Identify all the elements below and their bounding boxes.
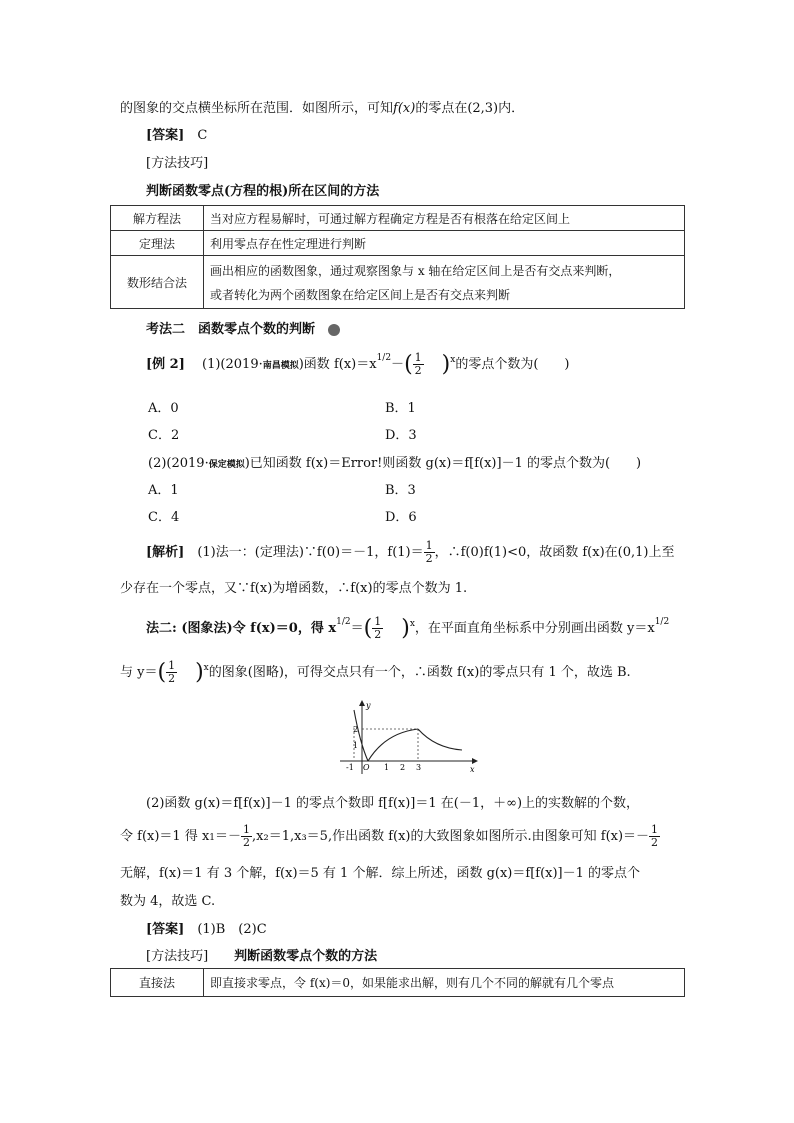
solution-line-4: 与 y＝( $\frac{1}{2}$ )$^x$的图象(图略)，可得交点只有一个，∴函数 f(x)的零点只有 1 个，故选 B. xyxy=(120,659,631,685)
tips-2: [方法技巧] 判断函数零点个数的方法 xyxy=(146,949,378,964)
table-row xyxy=(111,969,685,997)
x-tick-minus1: -1 xyxy=(346,763,354,772)
table-cell-desc: 画出相应的函数图象，通过观察图象与 x 轴在给定区间上是否有交点来判断， 或者转化为两个函数图象在给定区间上是否有交点来判断 xyxy=(204,256,685,309)
table-cell-method: 定理法 xyxy=(111,231,204,256)
x-axis-arrow-icon xyxy=(472,758,478,764)
tips-label-1: [方法技巧] xyxy=(146,156,209,171)
solution-line-6: 令 f(x)＝1 得 x1＝－ $\frac{1}{2}$ ,x₂＝1,x₃＝5,作出函数 f(x)的大致图象如图所示.由图象可知 f(x)＝－ $\frac{1}{2}$ xyxy=(120,823,659,849)
x-tick-2: 2 xyxy=(400,763,406,772)
x-tick-1: 1 xyxy=(384,763,390,772)
y-label: y xyxy=(366,701,371,710)
table-cell-method: 数形结合法 xyxy=(111,256,204,309)
table-cell-method: 直接法 xyxy=(111,969,204,997)
option-d1: D．3 xyxy=(385,428,417,443)
table-cell-desc: 当对应方程易解时，可通过解方程确定方程是否有根落在给定区间上 xyxy=(204,206,685,231)
table-cell-desc: 利用零点存在性定理进行判断 xyxy=(204,231,685,256)
method-table-1 xyxy=(110,205,685,309)
y-axis-arrow-icon xyxy=(359,700,365,706)
section-heading: 考法二 函数零点个数的判断 xyxy=(146,318,340,337)
table-row xyxy=(111,256,685,309)
table-cell-desc: 即直接求零点，令 f(x)＝0，如果能求出解，则有几个不同的解就有几个零点 xyxy=(204,969,685,997)
solution-line-5: (2)函数 g(x)＝f[f(x)]－1 的零点个数即 f[f(x)]＝1 在(－1，＋∞)上的实数解的个数， xyxy=(146,796,640,811)
solution-line-1: [解析] (1)法一：(定理法)∵f(0)＝－1，f(1)＝ $\frac{1}{2}$ ，∴f(0)f(1)<0，故函数 f(x)在(0,1)上至 xyxy=(146,539,675,565)
text-line-1: 的图象的交点横坐标所在范围．如图所示，可知f(x)的零点在(2,3)内． xyxy=(120,101,525,116)
solution-line-3: 法二: (图象法)令 f(x)＝0，得 $x^{1/2}=$( $\frac{1}{2}$ )$^x$，在平面直角坐标系中分别画出函数 $y=x^{1/2}$ xyxy=(146,615,670,641)
method-table-2 xyxy=(110,968,685,997)
table-row xyxy=(111,206,685,231)
curve-left xyxy=(354,710,368,761)
answer-1: [答案] C xyxy=(146,128,208,143)
curve-middle xyxy=(368,729,418,761)
table-cell-method: 解方程法 xyxy=(111,206,204,231)
option-b2: B．3 xyxy=(385,483,416,498)
option-a2: A．1 xyxy=(148,483,179,498)
example2-q2: (2)(2019·保定模拟)已知函数 f(x)＝Error!则函数 g(x)＝f[f(x)]－1 的零点个数为( ) xyxy=(148,456,642,471)
x-label: x xyxy=(470,765,475,774)
function-graph xyxy=(340,698,480,776)
origin-label: O xyxy=(363,763,370,772)
option-d2: D．6 xyxy=(385,510,417,525)
solution-line-2: 少存在一个零点，又∵f(x)为增函数，∴f(x)的零点个数为 1. xyxy=(120,581,468,596)
x-tick-3: 3 xyxy=(416,763,422,772)
bullet-icon xyxy=(328,324,340,336)
example2-q1: [例 2] (1)(2019·南昌模拟)函数 $f(x)=x^{1/2}-$( $\frac{1}{2}$ )$^x$的零点个数为( ) xyxy=(146,351,570,377)
option-a1: A．0 xyxy=(148,401,179,416)
option-b1: B．1 xyxy=(385,401,416,416)
option-c2: C．4 xyxy=(148,510,180,525)
answer-2: [答案] (1)B (2)C xyxy=(146,922,267,937)
curve-right xyxy=(418,729,462,750)
y-tick-1: 1 xyxy=(353,741,359,750)
table-row xyxy=(111,231,685,256)
option-c1: C．2 xyxy=(148,428,180,443)
solution-line-8: 数为 4，故选 C. xyxy=(120,894,216,909)
tips-title-1: 判断函数零点(方程的根)所在区间的方法 xyxy=(146,184,380,199)
y-tick-2: 2 xyxy=(353,725,359,734)
solution-line-7: 无解，f(x)＝1 有 3 个解，f(x)＝5 有 1 个解．综上所述，函数 g(x)＝f[f(x)]－1 的零点个 xyxy=(120,866,641,881)
